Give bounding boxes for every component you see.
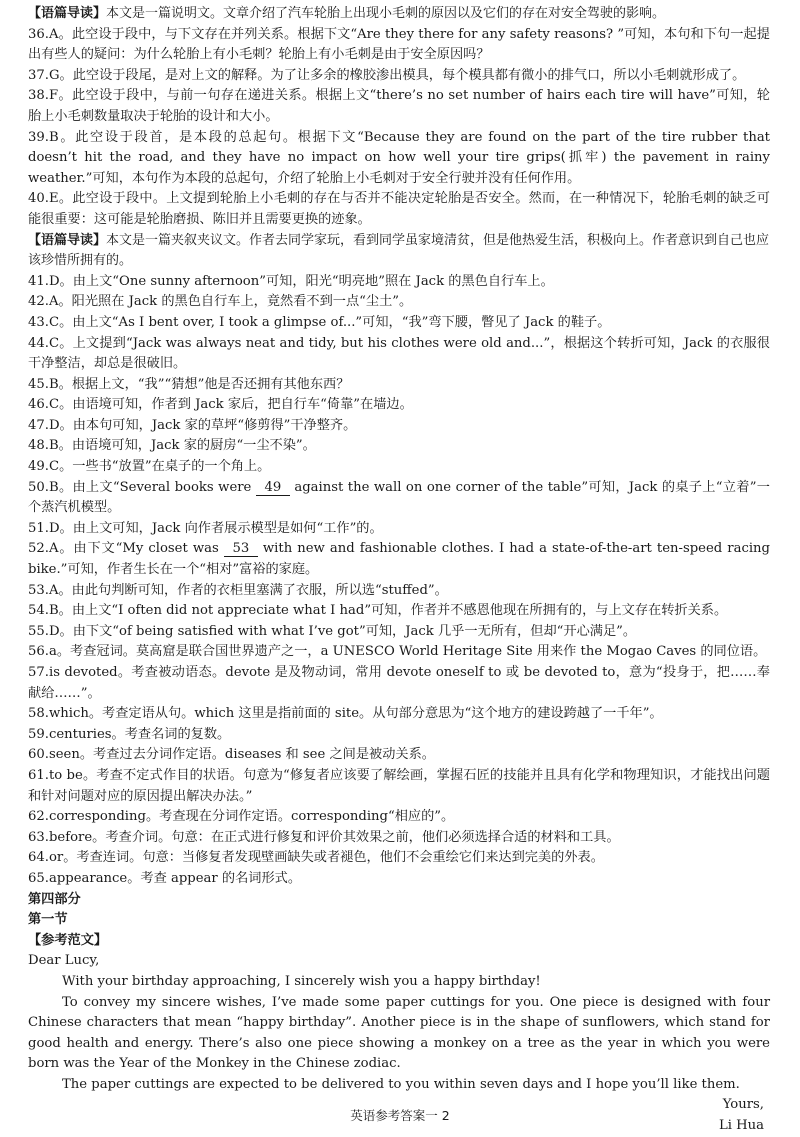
answer-item-51: 51.D。由上文可知，Jack 向作者展示模型是如何“工作”的。 <box>28 520 383 536</box>
letter-paragraph: With your birthday approaching, I sincerely wish you a happy birthday! <box>62 973 541 989</box>
answer-item-39: 39.B。此空设于段首，是本段的总起句。根据下文“Because they are found on the part of the tire rubber that doesn’t hit the road, and they have no impact on how well your tire grips(抓牢) the pavement in rainy weather.”可知，本句作为本段的总起句，介绍了轮胎上小毛刺对于安全行驶并没有任何作用。 <box>28 129 770 186</box>
blank-number: 49 <box>256 480 290 496</box>
blank-number: 53 <box>224 541 258 557</box>
answer-item-49: 49.C。一些书“放置”在桌子的一个角上。 <box>28 459 271 475</box>
answer-item-62: 62.corresponding。考查现在分词作定语。corresponding“相应的”。 <box>28 809 455 825</box>
answer-item-40: 40.E。此空设于段中。上文提到轮胎上小毛刺的存在与否并不能决定轮胎是否安全。然而，在一种情况下，轮胎毛刺的缺乏可能很重要：这可能是轮胎磨损、陈旧并且需要更换的迹象。 <box>28 191 770 227</box>
answer-item-53: 53.A。由此句判断可知，作者的衣柜里塞满了衣服，所以选“stuffed”。 <box>28 582 448 598</box>
answer-item-54: 54.B。由上文“I often did not appreciate what I had”可知，作者并不感恩他现在所拥有的，与上文存在转折关系。 <box>28 603 728 619</box>
item-text: against the wall on one corner of the table”可知，Jack 的桌子上“立着”一个蒸汽机模型。 <box>28 479 770 516</box>
answer-item-41: 41.D。由上文“One sunny afternoon”可知，阳光“明亮地”照在 Jack 的黑色自行车上。 <box>28 273 554 289</box>
part-heading: 第四部分 <box>28 891 81 907</box>
model-essay-heading: 【参考范文】 <box>28 932 108 948</box>
answer-item-42: 42.A。阳光照在 Jack 的黑色自行车上，竟然看不到一点“尘土”。 <box>28 294 413 310</box>
answer-item-59: 59.centuries。考查名词的复数。 <box>28 726 231 742</box>
reading-guide-tag: 【语篇导读】 <box>28 232 107 248</box>
answer-item-65: 65.appearance。考查 appear 的名词形式。 <box>28 870 302 886</box>
reading-guide-2 <box>28 231 770 272</box>
page-footer: 英语参考答案一 2 <box>350 1108 450 1123</box>
letter-salutation: Dear Lucy, <box>28 953 100 969</box>
answer-item-57: 57.is devoted。考查被动语态。devote 是及物动词，常用 devote oneself to 或 be devoted to，意为“投身于，把……奉献给……”。 <box>28 665 770 701</box>
reading-guide-1 <box>28 4 770 25</box>
item-text: 52.A。由下文“My closet was <box>28 541 224 557</box>
answer-item-47: 47.D。由本句可知，Jack 家的草坪“修剪得”干净整齐。 <box>28 417 357 433</box>
letter-paragraph: The paper cuttings are expected to be delivered to you within seven days and I hope you’ll like them. <box>62 1076 740 1092</box>
answer-item-36: 36.A。此空设于段中，与下文存在并列关系。根据下文“Are they there for any safety reasons? ”可知，本句和下句一起提出有些人的疑问：为什么轮胎上有小毛刺？轮胎上有小毛刺是由于安全原因吗？ <box>28 26 770 63</box>
answer-item-48: 48.B。由语境可知，Jack 家的厨房“一尘不染”。 <box>28 438 316 454</box>
answer-item-38: 38.F。此空设于段中，与前一句存在递进关系。根据上文“there’s no set number of hairs each tire will have”可知，轮胎上小毛刺数量取决于轮胎的设计和大小。 <box>28 88 770 124</box>
answer-item-60: 60.seen。考查过去分词作定语。diseases 和 see 之间是被动关系。 <box>28 747 435 763</box>
reading-guide-tag: 【语篇导读】 <box>28 6 107 21</box>
answer-item-64: 64.or。考查连词。句意：当修复者发现壁画缺失或者褪色，他们不会重绘它们来达到完美的外表。 <box>28 850 604 866</box>
answer-item-50 <box>28 478 770 519</box>
answer-item-45: 45.B。根据上文，“我”“猜想”他是否还拥有其他东西？ <box>28 376 350 392</box>
answer-item-37: 37.G。此空设于段尾，是对上文的解释。为了让多余的橡胶渗出模具，每个模具都有微小的排气口，所以小毛刺就形成了。 <box>28 67 746 83</box>
answer-item-61: 61.to be。考查不定式作目的状语。句意为“修复者应该要了解绘画，掌握石匠的技能并且具有化学和物理知识，才能找出问题和针对问题对应的原因提出解决办法。” <box>28 767 770 804</box>
answer-item-44: 44.C。上文提到“Jack was always neat and tidy, but his clothes were old and...”，根据这个转折可知，Jack 的衣服很干净整洁，却总是很破旧。 <box>28 335 770 372</box>
item-text: 50.B。由上文“Several books were <box>28 479 256 495</box>
answer-item-46: 46.C。由语境可知，作者到 Jack 家后，把自行车“倚靠”在墙边。 <box>28 397 413 413</box>
letter-closing: Yours, <box>722 1097 764 1113</box>
section-heading: 第一节 <box>28 912 68 928</box>
answer-item-43: 43.C。由上文“As I bent over, I took a glimpse of...”可知，“我”弯下腰，瞥见了 Jack 的鞋子。 <box>28 314 611 330</box>
answer-item-56: 56.a。考查冠词。莫高窟是联合国世界遗产之一，a UNESCO World Heritage Site 用来作 the Mogao Caves 的同位语。 <box>28 644 767 660</box>
answer-item-52 <box>28 539 770 580</box>
letter-paragraph: To convey my sincere wishes, I’ve made some paper cuttings for you. One piece is designed with four Chinese characters that mean “happy birthday”. Another piece is in the shape of sunflowers, which stand for good health and energy. There’s also one piece showing a monkey on a tree as the year in which you were born was the Year of the Monkey in the Chinese zodiac. <box>28 994 770 1072</box>
answer-item-63: 63.before。考查介词。句意：在正式进行修复和评价其效果之前，他们必须选择合适的材料和工具。 <box>28 829 620 845</box>
answer-item-55: 55.D。由下文“of being satisfied with what I’ve got”可知，Jack 几乎一无所有，但却“开心满足”。 <box>28 623 637 639</box>
reading-guide-text: 本文是一篇夹叙夹议文。作者去同学家玩，看到同学虽家境清贫，但是他热爱生活，积极向上。作者意识到自己也应该珍惜所拥有的。 <box>28 232 770 269</box>
reading-guide-text: 本文是一篇说明文。文章介绍了汽车轮胎上出现小毛刺的原因以及它们的存在对安全驾驶的影响。 <box>106 6 666 21</box>
item-text: with new and fashionable clothes. I had a state-of-the-art ten-speed racing bike.”可知，作者生长在一个“相对”富裕的家庭。 <box>28 541 770 578</box>
letter-signature: Li Hua <box>718 1118 764 1134</box>
answer-content <box>28 4 770 1137</box>
answer-item-58: 58.which。考查定语从句。which 这里是指前面的 site。从句部分意思为“这个地方的建设跨越了一千年”。 <box>28 706 663 722</box>
